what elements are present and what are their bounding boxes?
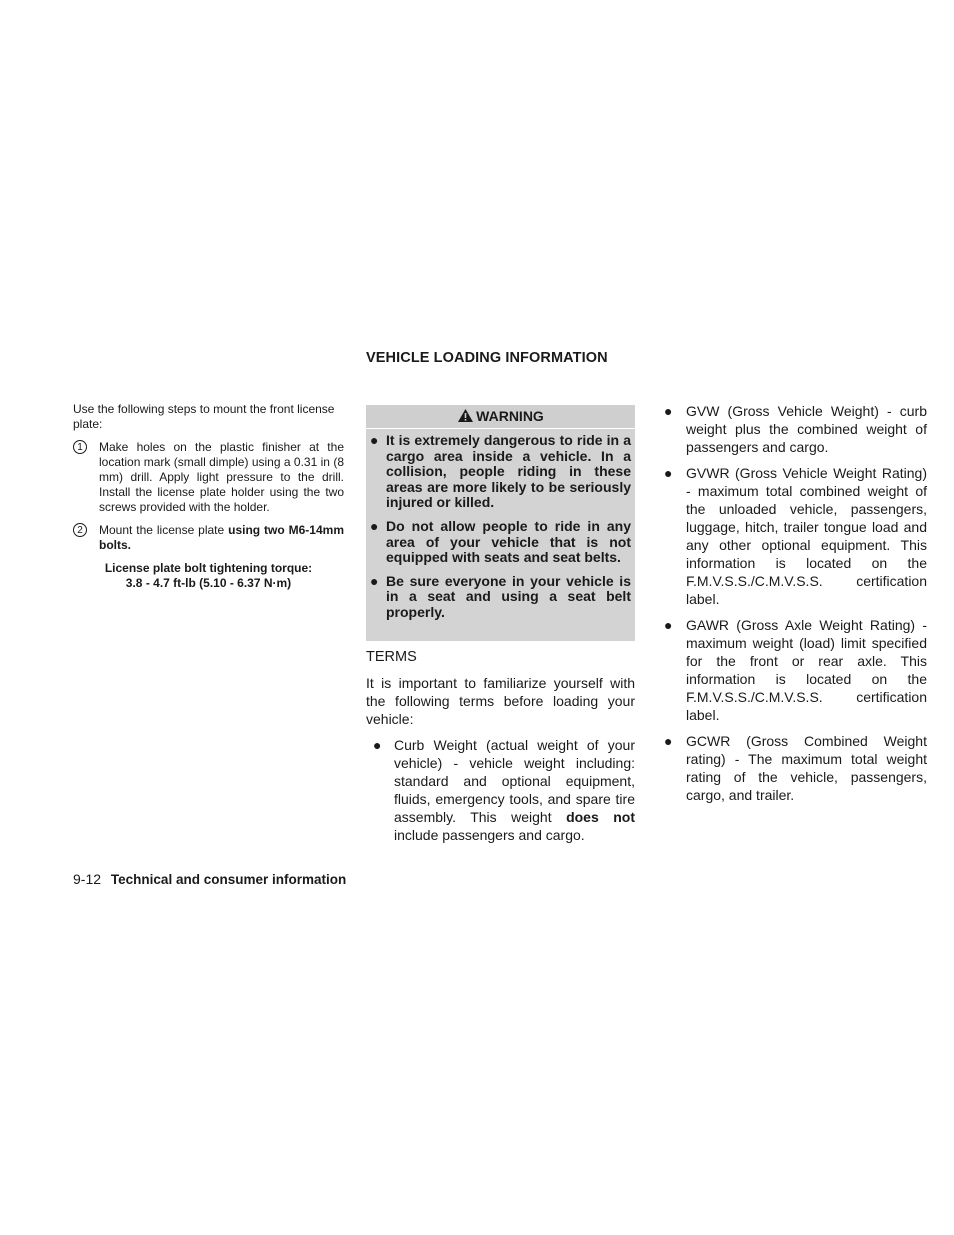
- term-item-gvw: [664, 402, 927, 456]
- warning-title: WARNING: [476, 408, 544, 424]
- curb-bold-text: does not: [566, 809, 635, 825]
- footer-section-title: Technical and consumer information: [110, 872, 347, 887]
- torque-label: License plate bolt tightening torque:: [104, 561, 313, 575]
- term-text: GVW (Gross Vehicle Weight) - curb weight plus the combined weight of passengers and cargo.: [686, 403, 927, 455]
- bullet-icon: ●: [373, 737, 382, 753]
- term-item-gvwr: [664, 464, 927, 608]
- step-1-text: Make holes on the plastic finisher at the location mark (small dimple) using a 0.31 in (8 mm) drill. Apply light pressure to the drill. Install the license plate holder using the two screws provided with the holder.: [99, 440, 344, 514]
- right-column: [664, 402, 927, 812]
- term-item-gawr: [664, 616, 927, 724]
- step-2-bold-text: using two M6-14mm bolts.: [99, 523, 344, 552]
- warning-item-text: Do not allow people to ride in any area of your vehicle that is not equipped with seats and seat belts.: [386, 517, 631, 566]
- section-title: VEHICLE LOADING INFORMATION: [366, 350, 608, 366]
- warning-box: [366, 405, 635, 641]
- bullet-icon: ●: [370, 517, 379, 534]
- torque-spec: [73, 561, 344, 591]
- bullet-icon: ●: [370, 572, 379, 589]
- page-footer: [73, 871, 346, 887]
- left-column: [73, 402, 344, 591]
- terms-list-continued: [664, 402, 927, 804]
- page-number: 9-12: [73, 871, 102, 887]
- terms-list: [366, 736, 635, 844]
- term-text: GVWR (Gross Vehicle Weight Rating) - maximum total combined weight of the unloaded vehicle, passengers, luggage, hitch, trailer tongue load and any other optional equipment. This information is located on the F.M.V.S.S./C.M.V.S.S. certification label.: [686, 465, 927, 607]
- bullet-icon: ●: [664, 403, 673, 419]
- bullet-icon: ●: [664, 733, 673, 749]
- bullet-icon: ●: [370, 432, 379, 448]
- curb-text-end: include passengers and cargo.: [394, 827, 585, 843]
- bullet-icon: ●: [664, 617, 673, 633]
- term-item-curb-weight: [366, 736, 635, 844]
- mount-intro: Use the following steps to mount the front license plate:: [73, 402, 335, 431]
- warning-triangle-icon: [457, 407, 474, 430]
- warning-item: [366, 519, 631, 566]
- step-1-number-icon: 1: [73, 440, 87, 454]
- step-2-number-icon: 2: [73, 523, 87, 537]
- term-text: GAWR (Gross Axle Weight Rating) - maximum weight (load) limit specified for the front or rear axle. This information is located on the F.M.V.S.S./C.M.V.S.S. certification label.: [686, 617, 927, 723]
- step-2: [73, 523, 344, 553]
- middle-column: [366, 648, 635, 844]
- warning-item: [366, 574, 631, 621]
- bullet-icon: ●: [664, 465, 673, 481]
- warning-item: [366, 433, 631, 511]
- terms-heading: TERMS: [366, 649, 417, 665]
- term-item-gcwr: [664, 732, 927, 804]
- terms-intro: It is important to familiarize yourself with the following terms before loading your vehicle:: [366, 675, 635, 727]
- step-1: [73, 440, 344, 515]
- warning-header: [366, 405, 635, 429]
- term-text: GCWR (Gross Combined Weight rating) - The maximum total weight rating of the vehicle, passengers, cargo, and trailer.: [686, 733, 927, 803]
- step-2-text: Mount the license plate: [99, 523, 229, 537]
- warning-list: [366, 429, 635, 621]
- warning-item-text: Be sure everyone in your vehicle is in a seat and using a seat belt properly.: [386, 572, 631, 620]
- curb-text: Curb Weight (actual weight of your vehicle) - vehicle weight including: standard and optional equipment, fluids, emergency tools, and spare tire assembly. This weight: [394, 737, 635, 825]
- warning-item-text: It is extremely dangerous to ride in a cargo area inside a vehicle. In a collision, people riding in these areas are more likely to be seriously injured or killed.: [386, 432, 631, 511]
- torque-value: 3.8 - 4.7 ft-lb (5.10 - 6.37 N·m): [125, 576, 292, 590]
